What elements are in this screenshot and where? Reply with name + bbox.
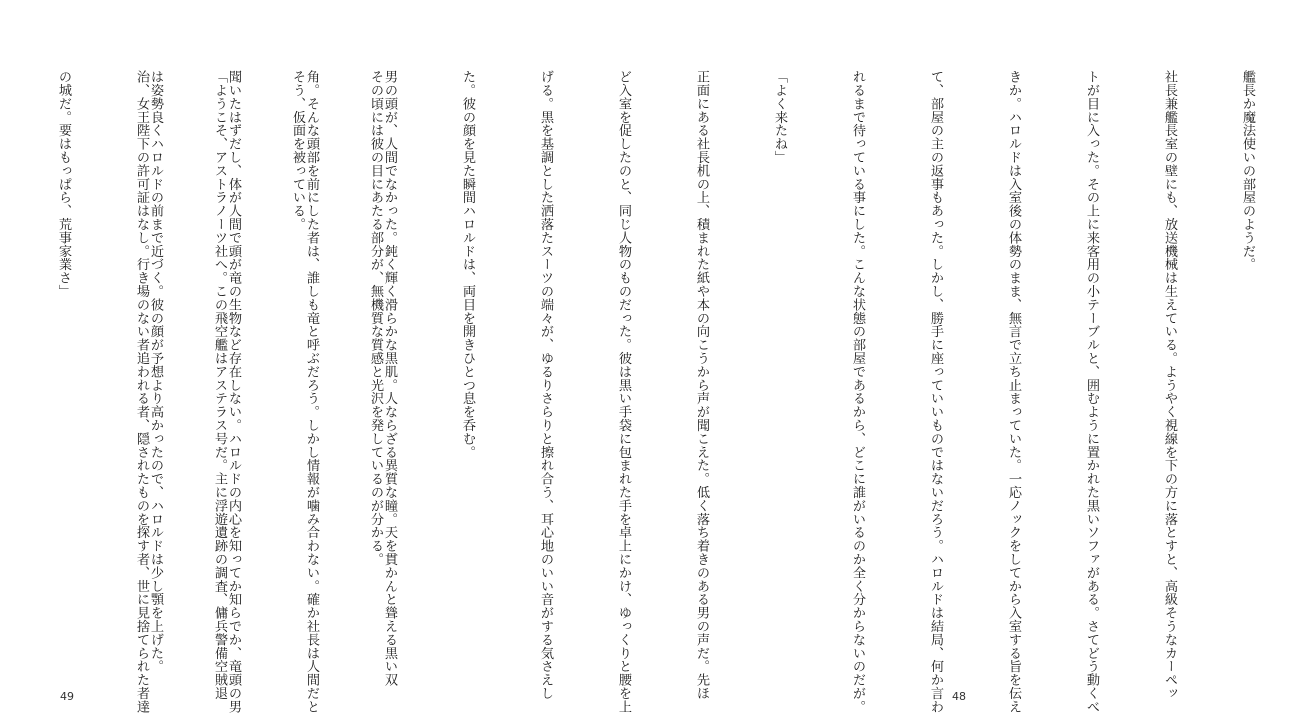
- text-line: 男の頭が、人間でなかった。鈍く輝く滑らかな黒肌。人ならざる異質な瞳。天を貫かんと聳える黒い双: [382, 70, 397, 687]
- text-line: 艦長か魔法使いの部屋のようだ。: [1240, 70, 1255, 271]
- text-line: 聞いたはずだし、体が人間で頭が竜の生物など存在しない。ハロルドの内心を知ってか知らでか、竜頭の男: [226, 70, 241, 714]
- text-line: て、部屋の主の返事もあった。しかし、勝手に座っていいものではないだろう。ハロルドは結局、何か言わ: [928, 70, 943, 714]
- text-line: の城だ。要はもっぱら、荒事家業さ」: [56, 70, 71, 298]
- text-line: は姿勢良くハロルドの前まで近づく。彼の顔が予想より高かったので、ハロルドは少し顎を上げた。: [148, 70, 163, 673]
- text-line: 角。そんな頭部を前にした者は、誰しも竜と呼ぶだろう。しかし情報が噛み合わない。確か社長は人間だと: [304, 70, 319, 714]
- text-line: げる。黒を基調とした洒落たスーツの端々が、ゆるりさらりと擦れ合う、耳心地のいい音がする気さえし: [538, 70, 553, 700]
- text-line: 正面にある社長机の上、積まれた紙や本の向こうから声が聞こえた。低く落ち着きのある男の声だ。先ほ: [694, 70, 709, 700]
- text-line: 治、女王陛下の許可証はなし。行き場のない者追われる者、隠されたものを探す者、世に見捨てられた者達: [134, 70, 149, 714]
- text-line: トが目に入った。その上に来客用の小テーブルと、囲むように置かれた黒いソファがある。さてどう動くべ: [1084, 70, 1099, 714]
- text-line: きか。ハロルドは入室後の体勢のまま、無言で立ち止まっていた。一応ノックをしてから入室する旨を伝え: [1006, 70, 1021, 714]
- text-line: 「ようこそ、アストラノーツ社へ。この飛空艦はアステラス号だ。主に浮遊遺跡の調査、傭兵警備空賊退: [212, 70, 227, 700]
- text-line: そう、仮面を被っている。: [290, 70, 305, 231]
- page-number: 48: [952, 690, 966, 703]
- text-line: その頃には彼の目にあたる部分が、無機質な質感と光沢を発しているのが分かる。: [368, 70, 383, 566]
- text-line: た。彼の顔を見た瞬間ハロルドは、両目を開きひとつ息を呑む。: [460, 70, 475, 459]
- page-number: 49: [60, 690, 74, 703]
- text-line: ど入室を促したのと、同じ人物のものだった。彼は黒い手袋に包まれた手を卓上にかけ、ゆっくりと腰を上: [616, 70, 631, 714]
- text-line: 「よく来たね」: [772, 70, 787, 164]
- text-line: れるまで待っている事にした。こんな状態の部屋であるから、どこに誰がいるのか全く分からないのだが。: [850, 70, 865, 714]
- text-line: 社長兼艦長室の壁にも、放送機械は生えている。ようやく視線を下の方に落とすと、高級そうなカーペッ: [1162, 70, 1177, 700]
